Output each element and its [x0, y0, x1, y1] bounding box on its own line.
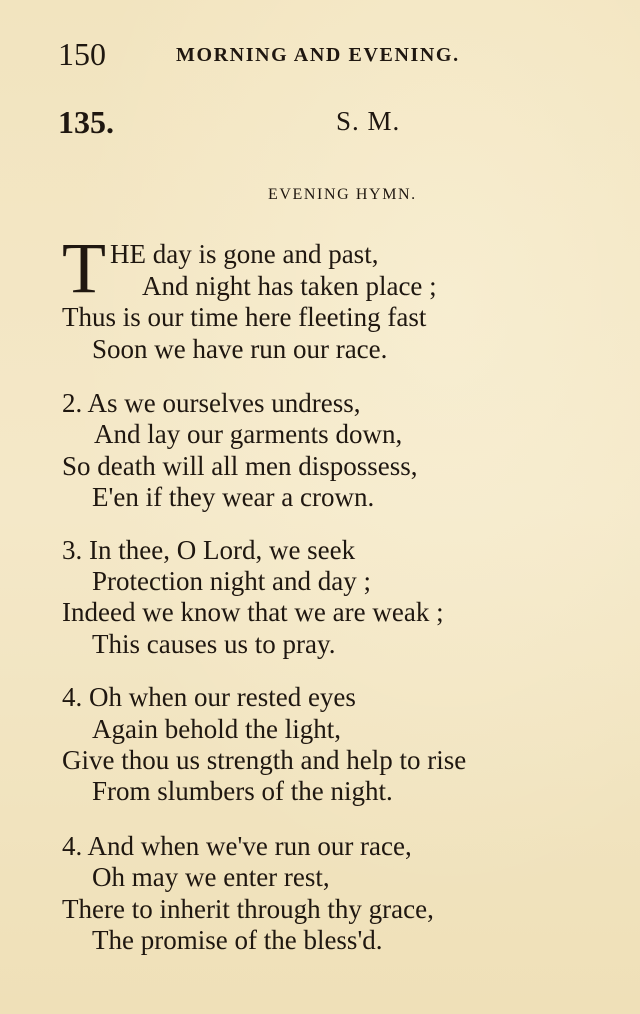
stanza-1-line-1: HE day is gone and past, — [110, 239, 379, 269]
page-header — [58, 36, 558, 72]
stanza-4-line-1: 4. Oh when our rested eyes — [62, 682, 356, 712]
drop-cap: T — [62, 228, 106, 308]
stanza-1-line-3: Thus is our time here fleeting fast — [62, 302, 427, 332]
stanza-4-line-3: Give thou us strength and help to rise — [62, 745, 467, 775]
page-number: 150 — [58, 36, 106, 72]
stanza-2-line-1: 2. As we ourselves undress, — [62, 388, 361, 418]
hymn-meter: S. M. — [336, 106, 401, 136]
hymn-title: EVENING HYMN. — [268, 186, 417, 203]
stanza-4-line-4: From slumbers of the night. — [92, 776, 393, 806]
hymn-number: 135. — [58, 104, 114, 140]
stanza-1-line-2: And night has taken place ; — [142, 271, 437, 301]
stanza-1-line-4: Soon we have run our race. — [92, 334, 388, 364]
stanza-5-line-3: There to inherit through thy grace, — [62, 894, 434, 924]
stanza-3-line-2: Protection night and day ; — [92, 566, 371, 596]
stanza-2-line-2: And lay our garments down, — [94, 419, 403, 449]
stanza-4-line-2: Again behold the light, — [92, 714, 341, 744]
stanza-5-line-4: The promise of the bless'd. — [92, 925, 383, 955]
stanza-3-line-3: Indeed we know that we are weak ; — [62, 597, 444, 627]
running-title: MORNING AND EVENING. — [176, 44, 460, 66]
stanza-5-line-1: 4. And when we've run our race, — [62, 831, 412, 861]
stanza-3-line-1: 3. In thee, O Lord, we seek — [62, 535, 356, 565]
stanza-2-line-4: E'en if they wear a crown. — [92, 482, 375, 512]
stanza-5-line-2: Oh may we enter rest, — [92, 862, 330, 892]
stanza-3-line-4: This causes us to pray. — [92, 629, 336, 659]
stanza-2-line-3: So death will all men dispossess, — [62, 451, 418, 481]
